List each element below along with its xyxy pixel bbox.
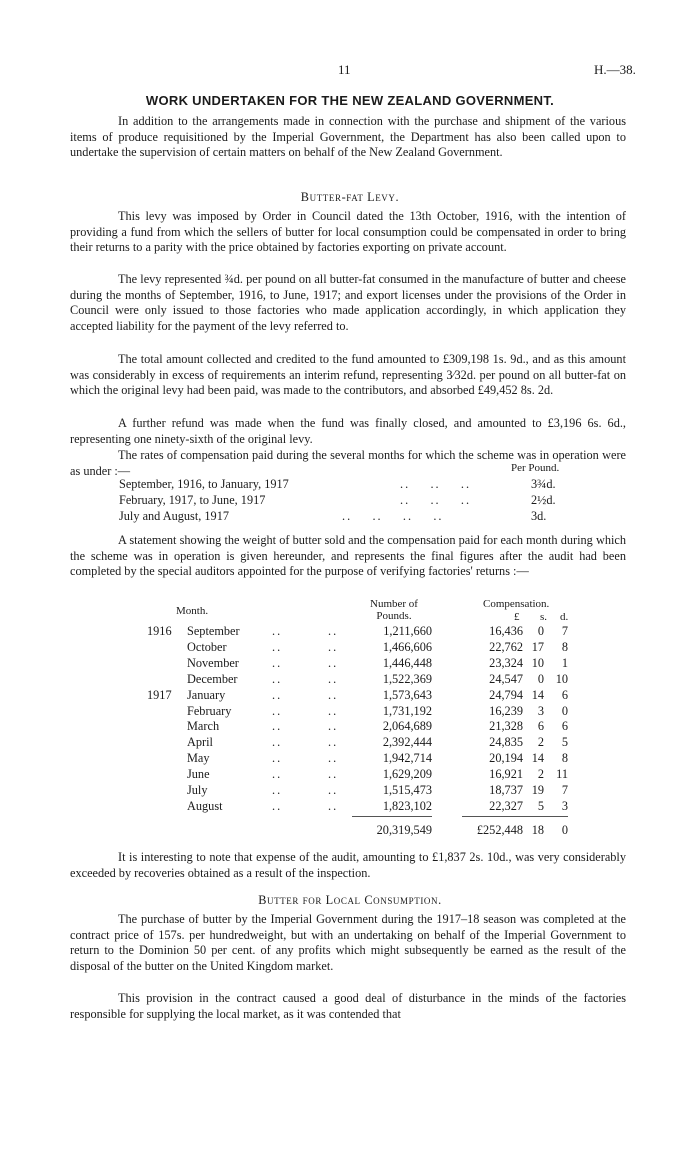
row-month: September	[187, 624, 240, 638]
levy-paragraph-3: The total amount collected and credited to the fund amounted to £309,198 1s. 9d., and as this amount was considerably in excess of requirements an interim refund, representing 3⁄32d. per pound on all butter-fat on which the original levy had been paid, was made to the contributors, and absorbed £49,452 8s. 2d.	[70, 352, 626, 398]
total-compensation-pounds: £252,448	[476, 823, 523, 837]
local-paragraph-1: The purchase of butter by the Imperial Government during the 1917–18 season was completed at the contract price of 157s. per hundredweight, but with an undertaking on behalf of the Imperial Government to return to the Dominion 50 per cent. of any profits which might subsequently be earned as the result of the disposal of the butter on the United Kingdom market.	[70, 912, 626, 973]
leader-dots: ..	[272, 639, 283, 654]
audit-paragraph: It is interesting to note that expense of the audit, amounting to £1,837 2s. 10d., was very considerably exceeded by recoveries obtained as a result of the inspection.	[70, 850, 626, 880]
levy-paragraph-2: The levy represented ¾d. per pound on all butter-fat consumed in the manufacture of butter and cheese during the months of September, 1916, to June, 1917; and export licenses under the provisions of the Order in Council were only issued to those factories who made application accordingly, in which application they accepted liability for the payment of the levy referred to.	[70, 272, 626, 333]
row-compensation-pounds: 16,921	[489, 767, 523, 782]
row-compensation-pence: 0	[561, 703, 568, 718]
page-title: WORK UNDERTAKEN FOR THE NEW ZEALAND GOVERNMENT.	[145, 93, 555, 108]
page-number: 11	[338, 62, 351, 77]
rate-value: 3d.	[531, 509, 547, 523]
table-row	[0, 783, 700, 798]
leader-dots: ..	[328, 798, 339, 813]
local-paragraph-2: This provision in the contract caused a good deal of disturbance in the minds of the factories responsible for supplying the local market, as it was contended that	[70, 991, 626, 1021]
row-compensation-pounds: 23,324	[489, 655, 523, 670]
row-compensation-shillings: 10	[531, 655, 544, 670]
row-compensation-pence: 1	[561, 655, 568, 670]
row-compensation-pence: 5	[561, 735, 568, 750]
total-compensation-shillings: 18	[531, 823, 544, 837]
row-pounds: 1,466,606	[382, 639, 432, 654]
leader-dots: ..	[272, 798, 283, 813]
row-compensation-pounds: 24,547	[489, 671, 523, 686]
row-compensation-shillings: 3	[537, 703, 544, 718]
rate-period: July and August, 1917	[119, 509, 229, 523]
rate-value: 2½d.	[531, 493, 556, 507]
row-month: December	[187, 671, 238, 686]
row-pounds: 1,731,192	[382, 703, 432, 718]
row-compensation-pence: 7	[561, 624, 568, 638]
row-pounds: 1,522,369	[382, 671, 432, 686]
row-month: August	[187, 798, 223, 813]
total-rule-compensation	[462, 816, 568, 817]
row-pounds: 1,629,209	[382, 767, 432, 782]
total-compensation-pence: 0	[561, 823, 568, 837]
row-compensation-shillings: 2	[537, 735, 544, 750]
leader-dots: .. .. ..	[400, 493, 472, 507]
row-month: May	[187, 751, 210, 766]
row-compensation-pence: 6	[561, 687, 568, 702]
leader-dots: ..	[272, 655, 283, 670]
table-row	[0, 688, 700, 703]
row-month: November	[187, 655, 239, 670]
row-compensation-shillings: 5	[537, 798, 544, 813]
total-rule-pounds	[352, 816, 432, 817]
leader-dots: ..	[328, 624, 339, 638]
leader-dots: .. .. .. ..	[342, 509, 444, 523]
row-pounds: 1,446,448	[382, 655, 432, 670]
row-compensation-pounds: 20,194	[489, 751, 523, 766]
table-row	[0, 799, 700, 814]
leader-dots: ..	[272, 735, 283, 750]
row-month: April	[187, 735, 213, 750]
leader-dots: ..	[272, 703, 283, 718]
row-compensation-pence: 10	[555, 671, 568, 686]
leader-dots: ..	[328, 639, 339, 654]
leader-dots: ..	[272, 624, 283, 638]
row-compensation-shillings: 14	[531, 687, 544, 702]
row-pounds: 1,211,660	[383, 624, 432, 638]
row-month: June	[187, 767, 210, 782]
row-compensation-shillings: 14	[531, 751, 544, 766]
row-pounds: 1,823,102	[382, 798, 432, 813]
row-pounds: 1,942,714	[382, 751, 432, 766]
table-row	[0, 704, 700, 719]
leader-dots: ..	[328, 703, 339, 718]
row-compensation-pence: 8	[561, 751, 568, 766]
levy-paragraph-4: A further refund was made when the fund was finally closed, and amounted to £3,196 6s. 6d., representing one ninety-sixth of the original levy.	[70, 416, 626, 446]
leader-dots: .. .. ..	[400, 477, 472, 491]
row-month: July	[187, 783, 208, 797]
leader-dots: ..	[272, 783, 283, 797]
leader-dots: ..	[328, 735, 339, 750]
row-compensation-pence: 7	[561, 783, 568, 797]
intro-paragraph: In addition to the arrangements made in connection with the purchase and shipment of the various items of produce requisitioned by the Imperial Government, the Department has also been called upon to undertake the supervision of certain matters on behalf of the New Zealand Government.	[70, 114, 626, 160]
table-row	[0, 719, 700, 734]
leader-dots: ..	[328, 783, 339, 797]
row-compensation-pence: 6	[561, 719, 568, 734]
statement-paragraph: A statement showing the weight of butter sold and the compensation paid for each month during which the scheme was in operation is given hereunder, and represents the final figures after the audit had been completed by the special auditors appointed for the purpose of verifying factories' returns :—	[70, 533, 626, 579]
leader-dots: ..	[328, 655, 339, 670]
row-pounds: 2,392,444	[382, 735, 432, 750]
leader-dots: ..	[272, 719, 283, 734]
table-row	[0, 735, 700, 750]
section-heading-butter-fat-levy: Butter-fat Levy.	[300, 190, 400, 204]
row-year: 1917	[147, 687, 172, 702]
table-row	[0, 656, 700, 671]
leader-dots: ..	[328, 767, 339, 782]
rate-period: February, 1917, to June, 1917	[119, 493, 266, 507]
table-row	[0, 624, 700, 639]
row-compensation-pence: 8	[561, 639, 568, 654]
row-compensation-pounds: 24,835	[489, 735, 523, 750]
rate-value: 3¾d.	[531, 477, 556, 491]
row-compensation-shillings: 0	[537, 671, 544, 686]
leader-dots: ..	[328, 751, 339, 766]
leader-dots: ..	[272, 751, 283, 766]
row-month: October	[187, 639, 227, 654]
row-compensation-pounds: 22,762	[489, 639, 523, 654]
row-compensation-pounds: 24,794	[489, 687, 523, 702]
col-header-pounds: Number of Pounds.	[370, 598, 418, 622]
levy-paragraph-5: The rates of compensation paid during the several months for which the scheme was in operation were as under :—	[70, 448, 626, 478]
total-pounds: 20,319,549	[376, 823, 432, 837]
row-compensation-pounds: 21,328	[489, 719, 523, 734]
row-compensation-pounds: 16,239	[489, 703, 523, 718]
row-pounds: 1,573,643	[382, 687, 432, 702]
row-compensation-shillings: 0	[537, 624, 544, 638]
col-header-month: Month.	[176, 605, 209, 617]
rate-period: September, 1916, to January, 1917	[119, 477, 289, 491]
rates-column-header: Per Pound.	[511, 462, 560, 474]
document-reference: H.—38.	[594, 62, 636, 77]
row-month: February	[187, 703, 232, 718]
table-row	[0, 751, 700, 766]
row-month: January	[187, 687, 226, 702]
row-compensation-pence: 3	[561, 798, 568, 813]
leader-dots: ..	[272, 671, 283, 686]
row-compensation-pounds: 18,737	[489, 783, 523, 797]
table-row	[0, 767, 700, 782]
col-header-shillings: s.	[540, 611, 548, 623]
table-total-row	[0, 823, 700, 838]
section-heading-butter-local: Butter for Local Consumption.	[258, 893, 442, 907]
leader-dots: ..	[272, 687, 283, 702]
table-row	[0, 672, 700, 687]
levy-paragraph-1: This levy was imposed by Order in Council dated the 13th October, 1916, with the intention of providing a fund from which the sellers of butter for local consumption could be compensated in order to bring their returns to a parity with the price obtained by factories exporting on private account.	[70, 209, 626, 255]
leader-dots: ..	[328, 719, 339, 734]
row-compensation-pounds: 22,327	[489, 798, 523, 813]
row-compensation-shillings: 2	[537, 767, 544, 782]
leader-dots: ..	[272, 767, 283, 782]
row-pounds: 1,515,473	[382, 783, 432, 797]
row-compensation-pounds: 16,436	[489, 624, 523, 638]
row-compensation-shillings: 6	[537, 719, 544, 734]
col-header-pounds-sterling: £	[514, 611, 520, 623]
row-compensation-shillings: 17	[531, 639, 544, 654]
row-pounds: 2,064,689	[382, 719, 432, 734]
row-year: 1916	[147, 624, 172, 638]
table-row	[0, 640, 700, 655]
col-header-pence: d.	[560, 611, 569, 623]
col-header-compensation: Compensation.	[483, 598, 550, 610]
row-month: March	[187, 719, 220, 734]
row-compensation-pence: 11	[556, 767, 568, 782]
leader-dots: ..	[328, 687, 339, 702]
leader-dots: ..	[328, 671, 339, 686]
row-compensation-shillings: 19	[531, 783, 544, 797]
